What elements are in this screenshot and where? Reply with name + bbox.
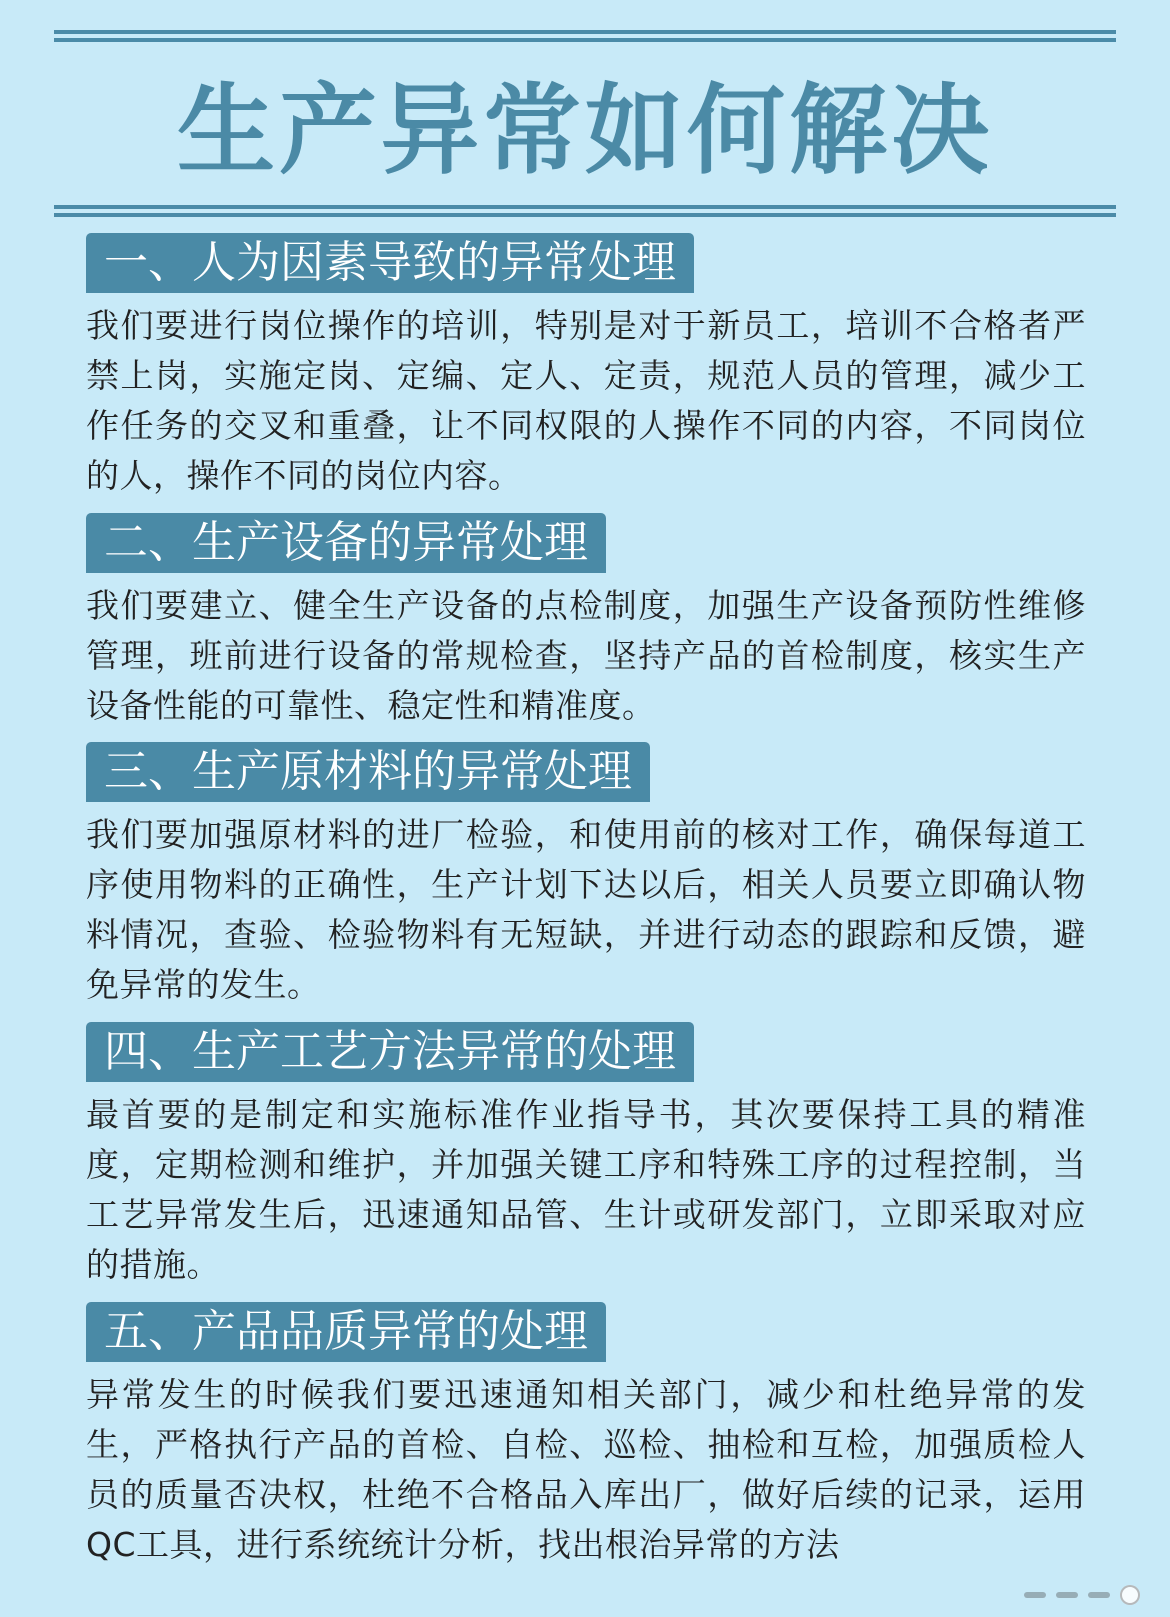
section-human-factors bbox=[86, 233, 1086, 501]
watermark-mark bbox=[1088, 1592, 1110, 1598]
section-body: 我们要进行岗位操作的培训，特别是对于新员工，培训不合格者严禁上岗，实施定岗、定编、定人、定责，规范人员的管理，减少工作任务的交叉和重叠，让不同权限的人操作不同的内容，不同岗位的人，操作不同的岗位内容。 bbox=[86, 306, 1086, 495]
section-body: 最首要的是制定和实施标准作业指导书，其次要保持工具的精准度，定期检测和维护，并加强关键工序和特殊工序的过程控制，当工艺异常发生后，迅速通知品管、生计或研发部门，立即采取对应的措施。 bbox=[86, 1095, 1086, 1284]
section-product-quality bbox=[86, 1302, 1086, 1570]
section-body: 我们要加强原材料的进厂检验，和使用前的核对工作，确保每道工序使用物料的正确性，生产计划下达以后，相关人员要立即确认物料情况，查验、检验物料有无短缺，并进行动态的跟踪和反馈，避免异常的发生。 bbox=[86, 815, 1086, 1004]
section-body: 我们要建立、健全生产设备的点检制度，加强生产设备预防性维修管理，班前进行设备的常规检查，坚持产品的首检制度，核实生产设备性能的可靠性、稳定性和精准度。 bbox=[86, 586, 1086, 725]
section-body: 异常发生的时候我们要迅速通知相关部门，减少和杜绝异常的发生，严格执行产品的首检、自检、巡检、抽检和互检，加强质检人员的质量否决权，杜绝不合格品入库出厂，做好后续的记录，运用QC工具，进行系统统计分析，找出根治异常的方法 bbox=[86, 1375, 1086, 1564]
section-raw-materials bbox=[86, 742, 1086, 1010]
section-heading: 三、生产原材料的异常处理 bbox=[86, 742, 650, 802]
section-equipment bbox=[86, 513, 1086, 731]
page-title: 生产异常如何解决 bbox=[176, 74, 993, 188]
section-heading: 二、生产设备的异常处理 bbox=[86, 513, 606, 573]
title-divider bbox=[54, 205, 1116, 217]
watermark-mark bbox=[1056, 1592, 1078, 1598]
watermark bbox=[1024, 1585, 1140, 1605]
section-heading: 一、人为因素导致的异常处理 bbox=[86, 233, 694, 293]
section-process-method bbox=[86, 1022, 1086, 1290]
watermark-dot-icon bbox=[1120, 1585, 1140, 1605]
section-heading: 五、产品品质异常的处理 bbox=[86, 1302, 606, 1362]
watermark-mark bbox=[1024, 1592, 1046, 1598]
section-heading: 四、生产工艺方法异常的处理 bbox=[86, 1022, 694, 1082]
top-divider bbox=[54, 30, 1116, 42]
